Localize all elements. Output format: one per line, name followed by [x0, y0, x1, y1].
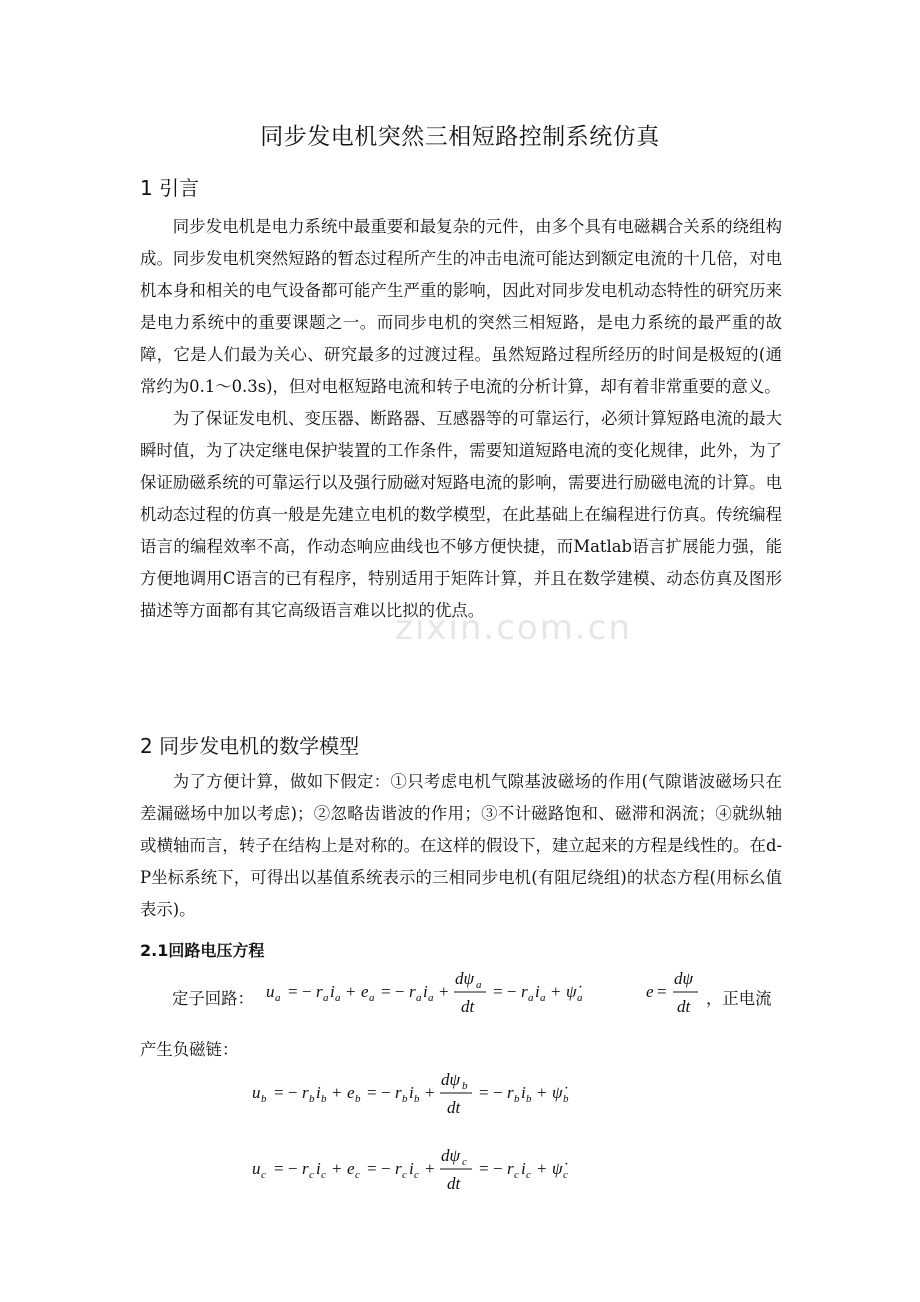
svg-text:a: a: [323, 992, 329, 1004]
svg-text:= −: = −: [274, 1083, 298, 1102]
svg-text:r: r: [395, 1159, 402, 1178]
document-title: 同步发电机突然三相短路控制系统仿真: [260, 124, 660, 150]
svg-text:b: b: [526, 1093, 532, 1105]
svg-text:=: =: [657, 982, 667, 1001]
svg-text:+: +: [332, 1083, 342, 1102]
svg-text:i: i: [316, 1083, 321, 1102]
svg-text:b: b: [563, 1093, 569, 1105]
watermark: zixin.com.cn: [395, 608, 632, 648]
svg-text:= −: = −: [288, 982, 312, 1001]
svg-text:r: r: [302, 1083, 309, 1102]
svg-text:ψ̇: ψ̇: [566, 982, 577, 1001]
svg-text:a: a: [577, 992, 583, 1004]
svg-text:i: i: [535, 982, 540, 1001]
svg-text:a: a: [540, 992, 546, 1004]
svg-text:b: b: [462, 1080, 468, 1092]
svg-text:b: b: [309, 1093, 315, 1105]
svg-text:e: e: [347, 1083, 355, 1102]
svg-text:+: +: [425, 1159, 435, 1178]
section-body-introduction: [140, 211, 782, 627]
svg-text:b: b: [355, 1093, 361, 1105]
eq-note-text: ，正电流: [706, 989, 772, 1008]
section-heading-introduction: 1 引言: [140, 176, 200, 200]
svg-text:i: i: [521, 1083, 526, 1102]
svg-text:c: c: [261, 1169, 266, 1181]
svg-text:u: u: [252, 1083, 261, 1102]
paragraph: 为了保证发电机、变压器、断路器、互感器等的可靠运行，必须计算短路电流的最大瞬时值，为了决定继电保护装置的工作条件，需要知道短路电流的变化规律，此外，为了保证励磁系统的可靠运行以及强行励磁对短路电流的影响，需要进行励磁电流的计算。电机动态过程的仿真一般是先建立电机的数学模型，在此基础上在编程进行仿真。传统编程语言的编程效率不高，作动态响应曲线也不够方便快捷，而Matlab语言扩展能力强，能方便地调用C语言的已有程序，特别适用于矩阵计算，并且在数学建模、动态仿真及图形描述等方面都有其它高级语言难以比拟的优点。: [140, 409, 782, 620]
svg-text:+: +: [537, 1159, 547, 1178]
svg-text:+: +: [425, 1083, 435, 1102]
svg-text:c: c: [402, 1169, 407, 1181]
svg-text:i: i: [409, 1159, 414, 1178]
paragraph: 同步发电机是电力系统中最重要和最复杂的元件，由多个具有电磁耦合关系的绕组构成。同步发电机突然短路的暂态过程所产生的冲击电流可能达到额定电流的十几倍，对电机本身和相关的电气设备都可能产生严重的影响，因此对同步发电机动态特性的研究历来是电力系统中的重要课题之一。而同步电机的突然三相短路，是电力系统的最严重的故障，它是人们最为关心、研究最多的过渡过程。虽然短路过程所经历的时间是极短的(通常约为0.1～0.3s)，但对电枢短路电流和转子电流的分析计算，却有着非常重要的意义。: [140, 217, 782, 396]
svg-text:r: r: [507, 1083, 514, 1102]
svg-text:= −: = −: [381, 982, 405, 1001]
subsection-heading: 2.1回路电压方程: [140, 941, 265, 960]
svg-text:a: a: [476, 979, 482, 991]
svg-text:c: c: [321, 1169, 326, 1181]
svg-text:r: r: [507, 1159, 514, 1178]
svg-text:+: +: [537, 1083, 547, 1102]
svg-text:dt: dt: [677, 997, 691, 1016]
section-body-model: [140, 766, 782, 926]
svg-text:b: b: [402, 1093, 408, 1105]
svg-text:= −: = −: [479, 1083, 503, 1102]
svg-text:= −: = −: [274, 1159, 298, 1178]
svg-text:e: e: [347, 1159, 355, 1178]
svg-text:i: i: [316, 1159, 321, 1178]
svg-text:dt: dt: [447, 1174, 461, 1193]
svg-text:a: a: [416, 992, 422, 1004]
svg-text:b: b: [321, 1093, 327, 1105]
svg-text:b: b: [261, 1093, 267, 1105]
svg-text:= −: = −: [493, 982, 517, 1001]
svg-text:ψ̇: ψ̇: [552, 1159, 563, 1178]
svg-text:= −: = −: [367, 1159, 391, 1178]
svg-text:dψ: dψ: [455, 969, 475, 988]
svg-text:i: i: [330, 982, 335, 1001]
continuation-text: 产生负磁链：: [140, 1040, 239, 1059]
svg-text:c: c: [526, 1169, 531, 1181]
svg-text:dψ: dψ: [674, 969, 694, 988]
equation-emf: [646, 966, 706, 1026]
svg-text:e: e: [361, 982, 369, 1001]
svg-text:+: +: [332, 1159, 342, 1178]
svg-text:i: i: [409, 1083, 414, 1102]
svg-text:r: r: [395, 1083, 402, 1102]
svg-text:c: c: [414, 1169, 419, 1181]
svg-text:u: u: [266, 982, 275, 1001]
svg-text:= −: = −: [479, 1159, 503, 1178]
svg-text:r: r: [302, 1159, 309, 1178]
svg-text:a: a: [275, 992, 281, 1004]
svg-text:i: i: [423, 982, 428, 1001]
svg-text:dψ: dψ: [441, 1070, 461, 1089]
equation-phase-a: [266, 966, 596, 1026]
svg-text:dt: dt: [447, 1098, 461, 1117]
svg-text:e: e: [646, 982, 654, 1001]
svg-text:r: r: [409, 982, 416, 1001]
svg-text:b: b: [514, 1093, 520, 1105]
svg-text:c: c: [514, 1169, 519, 1181]
equation-phase-b: [252, 1067, 582, 1127]
svg-text:a: a: [528, 992, 534, 1004]
svg-text:r: r: [521, 982, 528, 1001]
eq-note: [706, 985, 772, 1009]
svg-text:c: c: [563, 1169, 568, 1181]
svg-text:+: +: [439, 982, 449, 1001]
svg-text:dt: dt: [461, 997, 475, 1016]
svg-text:i: i: [521, 1159, 526, 1178]
svg-text:= −: = −: [367, 1083, 391, 1102]
equation-phase-c: [252, 1143, 582, 1203]
svg-text:dψ: dψ: [441, 1146, 461, 1165]
svg-text:c: c: [355, 1169, 360, 1181]
svg-text:r: r: [316, 982, 323, 1001]
svg-text:c: c: [462, 1156, 467, 1168]
section-heading-model: 2 同步发电机的数学模型: [140, 734, 360, 758]
svg-text:a: a: [335, 992, 341, 1004]
svg-text:a: a: [428, 992, 434, 1004]
stator-label: [172, 985, 254, 1009]
svg-text:a: a: [369, 992, 375, 1004]
paragraph: 为了方便计算，做如下假定：①只考虑电机气隙基波磁场的作用(气隙谐波磁场只在差漏磁场中加以考虑)；②忽略齿谐波的作用；③不计磁路饱和、磁滞和涡流；④就纵轴或横轴而言，转子在结构上是对称的。在这样的假设下，建立起来的方程是线性的。在d-P坐标系统下，可得出以基值系统表示的三相同步电机(有阻尼绕组)的状态方程(用标幺值表示)。: [140, 772, 782, 919]
svg-text:+: +: [346, 982, 356, 1001]
svg-text:+: +: [551, 982, 561, 1001]
svg-text:c: c: [309, 1169, 314, 1181]
continuation-line: [140, 1036, 238, 1060]
svg-text:b: b: [414, 1093, 420, 1105]
stator-label-text: 定子回路：: [172, 989, 254, 1008]
svg-text:u: u: [252, 1159, 261, 1178]
svg-text:ψ̇: ψ̇: [552, 1083, 563, 1102]
